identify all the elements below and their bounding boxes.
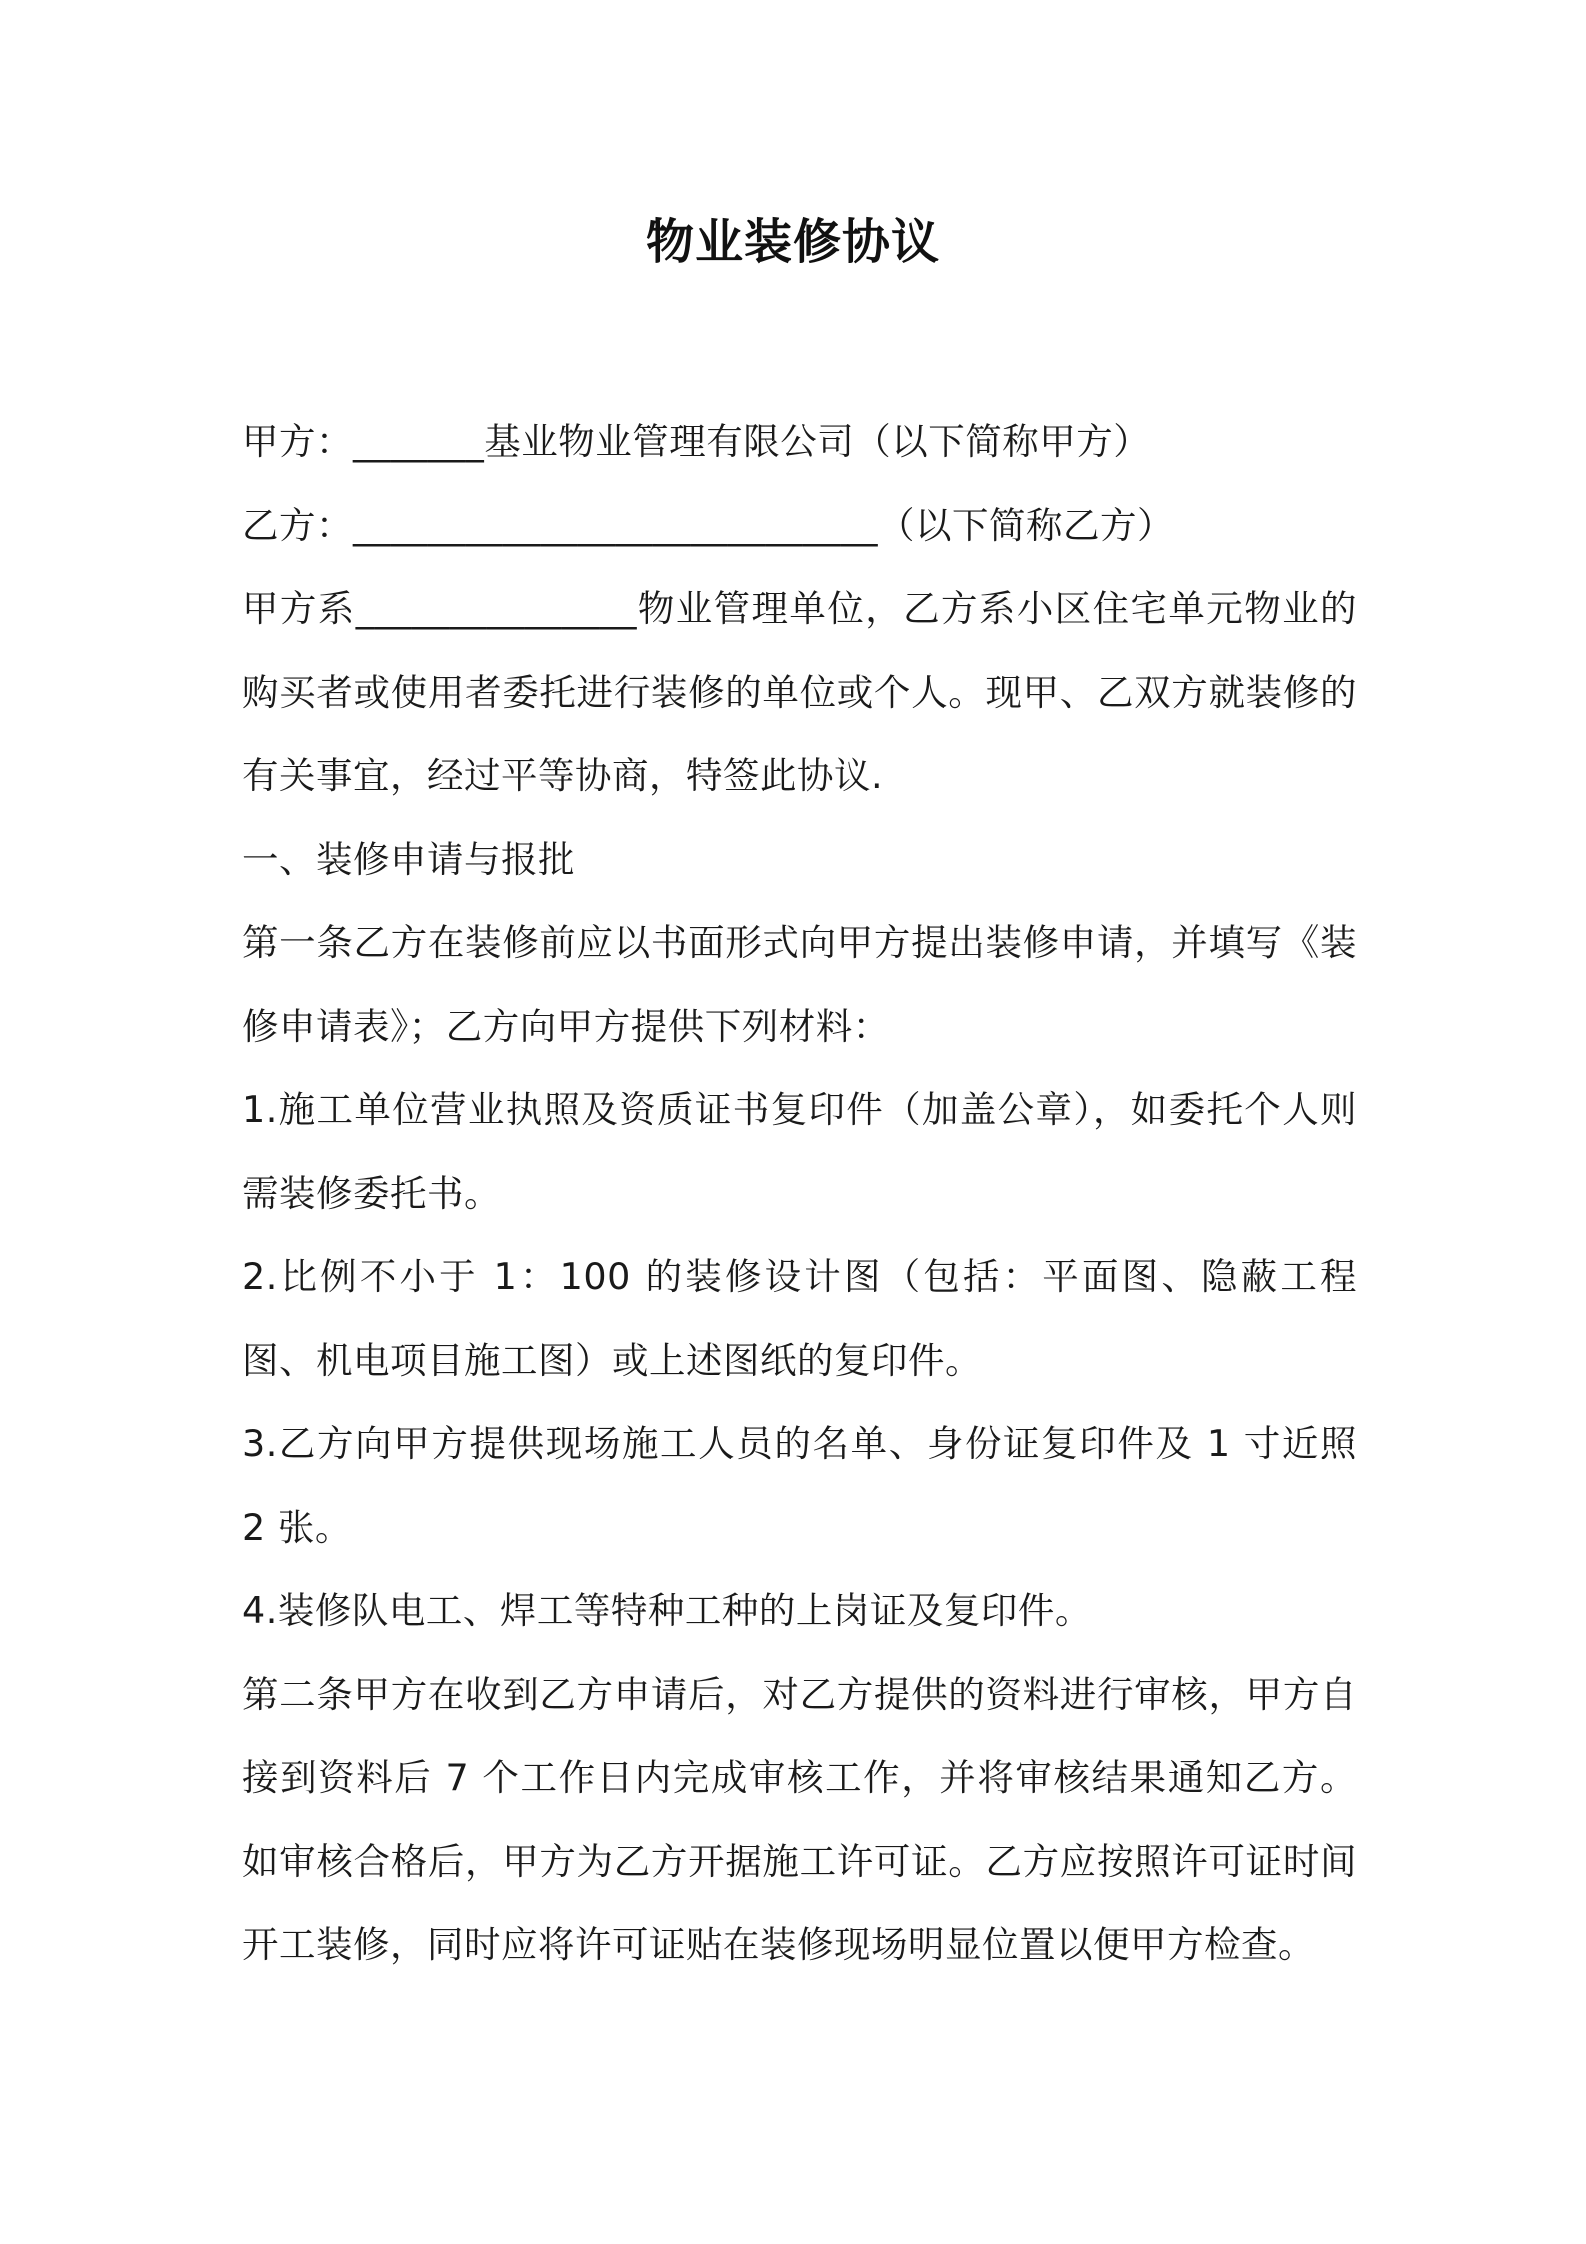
document-title: 物业装修协议 xyxy=(645,214,940,270)
article-2-paragraph: 第二条甲方在收到乙方申请后，对乙方提供的资料进行审核，甲方自接到资料后 7 个工作日内完成审核工作，并将审核结果通知乙方。如审核合格后，甲方为乙方开据施工许可证。乙方应按照许可证时间开工装修，同时应将许可证贴在装修现场明显位置以便甲方检查。 xyxy=(242,1672,1357,1966)
list-item-3: 3.乙方向甲方提供现场施工人员的名单、身份证复印件及 1 寸近照 2 张。 xyxy=(242,1422,1357,1549)
party-a-line: 甲方：_______基业物业管理有限公司（以下简称甲方） xyxy=(242,420,1151,463)
section-heading: 一、装修申请与报批 xyxy=(242,837,575,881)
document-body xyxy=(242,400,1357,1987)
list-item-2: 2.比例不小于 1：100 的装修设计图（包括：平面图、隐蔽工程图、机电项目施工图）或上述图纸的复印件。 xyxy=(242,1255,1357,1382)
article-1-paragraph: 第一条乙方在装修前应以书面形式向甲方提出装修申请，并填写《装修申请表》；乙方向甲方提供下列材料： xyxy=(242,921,1357,1048)
list-item-1: 1.施工单位营业执照及资质证书复印件（加盖公章），如委托个人则需装修委托书。 xyxy=(242,1088,1357,1215)
list-item-4: 4.装修队电工、焊工等特种工种的上岗证及复印件。 xyxy=(242,1589,1092,1632)
preamble-paragraph: 甲方系_______________物业管理单位，乙方系小区住宅单元物业的购买者或使用者委托进行装修的单位或个人。现甲、乙双方就装修的有关事宜，经过平等协商，特签此协议. xyxy=(242,587,1357,797)
party-b-line: 乙方：____________________________（以下简称乙方） xyxy=(242,503,1174,547)
